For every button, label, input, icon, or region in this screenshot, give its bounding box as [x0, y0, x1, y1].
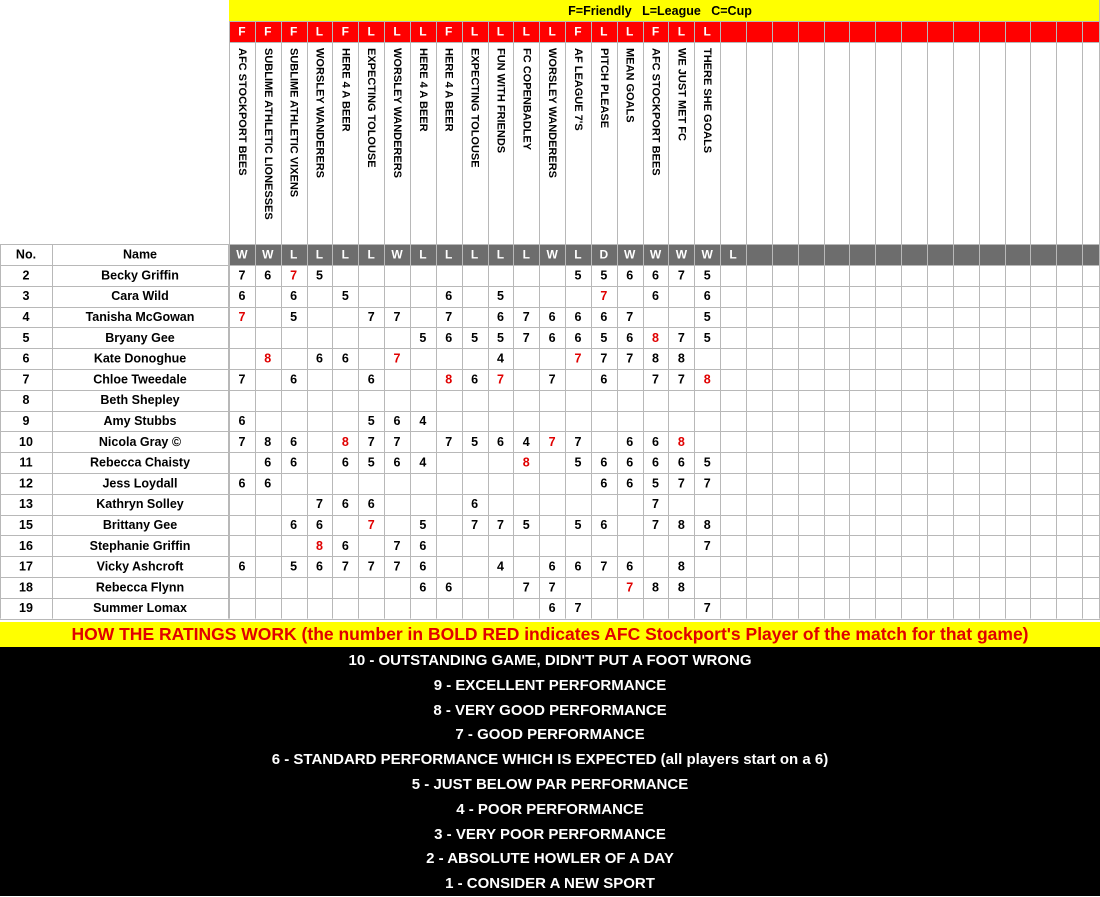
rating-cell: 6 [600, 310, 608, 324]
player-name: Becky Griffin [101, 268, 179, 283]
rating-cell: 7 [626, 310, 634, 324]
match-type-18: L [677, 24, 686, 39]
opponent-8: HERE 4 A BEER [416, 48, 429, 132]
rating-cell: 4 [419, 414, 427, 428]
rating-cell: 6 [238, 289, 246, 304]
rating-cell: 5 [419, 330, 427, 345]
opponent-2: SUBLIME ATHLETIC LIONESSES [261, 48, 274, 220]
scale-line-6: 6 - STANDARD PERFORMANCE WHICH IS EXPECTED (all players start on a 6) [271, 751, 829, 769]
player-number: 8 [22, 393, 30, 408]
opponent-15: PITCH PLEASE [597, 48, 610, 129]
rating-cell: 8 [652, 580, 660, 595]
player-name: Jess Loydall [102, 476, 178, 491]
rating-cell: 6 [600, 372, 608, 387]
opponent-19: THERE SHE GOALS [701, 48, 714, 154]
match-type-16: L [626, 24, 634, 39]
rating-cell: 7 [677, 330, 685, 345]
rating-cell: 6 [471, 372, 479, 387]
opponent-5: HERE 4 A BEER [339, 48, 352, 132]
match-type-13: L [548, 24, 556, 39]
rating-cell: 5 [290, 310, 298, 324]
scale-line-8: 8 - VERY GOOD PERFORMANCE [433, 701, 667, 719]
rating-cell: 5 [290, 559, 298, 574]
rating-cell: 5 [522, 518, 530, 532]
rating-cell: 7 [652, 518, 660, 532]
rating-cell: 6 [290, 518, 298, 532]
scale-line-3: 3 - VERY POOR PERFORMANCE [434, 825, 666, 843]
opponent-6: EXPECTING TOLOUSE [365, 48, 378, 168]
match-type-7: L [393, 24, 401, 39]
potm-rating: 7 [574, 351, 582, 366]
rating-cell: 6 [574, 559, 582, 574]
player-number: 7 [22, 372, 30, 387]
rating-cell: 7 [393, 310, 401, 324]
rating-cell: 6 [626, 434, 634, 449]
opponent-16: MEAN GOALS [623, 48, 636, 123]
ratings-legend [0, 622, 1100, 896]
rating-cell: 5 [419, 518, 427, 532]
rating-cell: 6 [315, 518, 323, 532]
rating-cell: 6 [290, 455, 298, 470]
rating-cell: 7 [445, 310, 453, 324]
result-8: L [419, 247, 427, 262]
opponent-3: SUBLIME ATHLETIC VIXENS [287, 48, 300, 198]
player-number: 10 [19, 434, 33, 449]
how-ratings-work-banner: HOW THE RATINGS WORK (the number in BOLD RED indicates AFC Stockport's Player of the match for that game) [0, 622, 1100, 647]
player-number: 4 [22, 310, 30, 324]
rating-cell: 6 [626, 559, 634, 574]
rating-cell: 6 [600, 455, 608, 470]
rating-cell: 7 [677, 268, 685, 283]
no-column-header: No. [15, 247, 37, 262]
potm-rating: 8 [677, 434, 685, 449]
result-18: W [675, 247, 688, 262]
rating-cell: 6 [419, 580, 427, 595]
scale-line-9: 9 - EXCELLENT PERFORMANCE [433, 676, 667, 694]
opponent-1: AFC STOCKPORT BEES [235, 48, 248, 176]
opponent-4: WORSLEY WANDERERS [313, 48, 326, 178]
player-number: 17 [19, 559, 33, 574]
potm-rating: 7 [290, 268, 298, 283]
rating-cell: 5 [471, 330, 479, 345]
rating-cell: 8 [677, 351, 685, 366]
rating-cell: 7 [315, 497, 323, 512]
match-type-9: F [445, 24, 453, 39]
rating-cell: 6 [703, 289, 711, 304]
potm-rating: 7 [367, 518, 375, 532]
player-name: Chloe Tweedale [93, 372, 187, 387]
rating-cell: 6 [548, 310, 556, 324]
rating-cell: 7 [626, 351, 634, 366]
result-20: L [729, 247, 737, 262]
result-13: W [546, 247, 558, 262]
result-9: L [445, 247, 453, 262]
opponent-7: WORSLEY WANDERERS [391, 48, 404, 178]
rating-cell: 4 [522, 434, 530, 449]
opponent-13: WORSLEY WANDERERS [546, 48, 559, 178]
rating-cell: 7 [238, 434, 246, 449]
rating-cell: 7 [522, 580, 530, 595]
rating-cell: 6 [341, 538, 349, 553]
player-number: 2 [22, 268, 30, 283]
rating-cell: 7 [574, 601, 582, 616]
rating-cell: 6 [315, 559, 323, 574]
rating-cell: 5 [315, 268, 323, 283]
rating-cell: 6 [600, 476, 608, 491]
rating-cell: 6 [393, 455, 401, 470]
potm-rating: 7 [600, 289, 608, 304]
potm-rating: 7 [238, 310, 246, 324]
match-type-5: F [341, 24, 349, 39]
rating-cell: 7 [548, 580, 556, 595]
player-name: Kate Donoghue [93, 351, 187, 366]
potm-rating: 8 [264, 351, 272, 366]
scale-line-5: 5 - JUST BELOW PAR PERFORMANCE [411, 776, 689, 793]
rating-cell: 5 [652, 476, 660, 491]
player-name: Cara Wild [111, 289, 169, 304]
rating-cell: 6 [574, 310, 582, 324]
rating-cell: 6 [264, 455, 272, 470]
rating-cell: 6 [419, 559, 427, 574]
potm-rating: 7 [496, 372, 504, 387]
match-type-2: F [264, 24, 272, 39]
player-number: 6 [22, 351, 30, 366]
rating-cell: 5 [600, 330, 608, 345]
potm-rating: 8 [445, 372, 453, 387]
rating-cell: 7 [367, 434, 375, 449]
result-12: L [522, 247, 530, 262]
rating-cell: 5 [496, 289, 504, 304]
rating-cell: 7 [341, 559, 349, 574]
player-name: Nicola Gray © [98, 434, 182, 449]
rating-cell: 5 [341, 289, 349, 304]
match-type-10: L [470, 24, 479, 39]
rating-cell: 7 [445, 434, 453, 449]
rating-cell: 6 [264, 476, 272, 491]
rating-cell: 5 [703, 268, 711, 283]
rating-cell: 6 [652, 434, 660, 449]
rating-cell: 4 [496, 351, 504, 366]
potm-rating: 8 [703, 372, 711, 387]
rating-cell: 6 [626, 455, 634, 470]
rating-cell: 6 [419, 538, 427, 553]
rating-cell: 6 [445, 289, 453, 304]
rating-cell: 5 [367, 455, 375, 470]
rating-cell: 7 [522, 330, 530, 345]
opponent-9: HERE 4 A BEER [442, 48, 455, 132]
match-type-15: L [600, 24, 608, 39]
rating-cell: 6 [626, 476, 634, 491]
player-name: Brittany Gee [102, 518, 178, 532]
result-10: L [470, 247, 479, 262]
match-type-19: L [703, 24, 711, 39]
match-type-legend: F=Friendly L=League C=Cup [568, 4, 752, 18]
result-14: L [574, 247, 582, 262]
rating-cell: 7 [238, 268, 246, 283]
result-11: L [496, 247, 505, 262]
rating-cell: 7 [393, 538, 401, 553]
match-type-4: L [315, 24, 324, 39]
rating-cell: 4 [419, 455, 427, 470]
player-number: 9 [22, 414, 30, 428]
player-number: 11 [19, 455, 33, 470]
result-2: W [262, 247, 274, 262]
potm-rating: 7 [548, 434, 556, 449]
rating-cell: 6 [652, 289, 660, 304]
player-number: 13 [19, 497, 33, 512]
rating-cell: 7 [677, 476, 685, 491]
rating-cell: 5 [574, 518, 582, 532]
result-7: W [391, 247, 403, 262]
rating-cell: 6 [496, 434, 504, 449]
result-15: D [599, 247, 609, 262]
match-type-12: L [522, 24, 530, 39]
player-number: 19 [19, 601, 33, 616]
rating-cell: 5 [703, 455, 711, 470]
rating-cell: 7 [703, 476, 711, 491]
opponent-11: FUN WITH FRIENDS [494, 48, 507, 154]
rating-cell: 7 [703, 601, 711, 616]
result-4: L [315, 247, 324, 262]
rating-cell: 7 [393, 434, 401, 449]
match-type-3: F [289, 24, 298, 39]
player-name: Beth Shepley [100, 393, 180, 408]
potm-rating: 8 [315, 538, 323, 553]
rating-cell: 8 [264, 434, 272, 449]
rating-cell: 7 [548, 372, 556, 387]
match-type-1: F [238, 24, 246, 39]
result-6: L [367, 247, 375, 262]
player-name: Bryany Gee [105, 330, 175, 345]
scale-line-2: 2 - ABSOLUTE HOWLER OF A DAY [426, 850, 674, 868]
player-name: Rebecca Flynn [95, 580, 185, 595]
rating-cell: 6 [445, 330, 453, 345]
player-name: Summer Lomax [93, 601, 187, 616]
results-bar [229, 244, 1100, 265]
rating-cell: 7 [471, 518, 479, 532]
rating-cell: 6 [548, 601, 556, 616]
rating-cell: 6 [626, 330, 634, 345]
match-type-bar [229, 21, 1100, 42]
rating-cell: 6 [264, 268, 272, 283]
rating-cell: 6 [548, 559, 556, 574]
player-number: 12 [19, 476, 33, 491]
potm-rating: 7 [626, 580, 634, 595]
rating-cell: 6 [315, 351, 323, 366]
scale-line-10: 10 - OUTSTANDING GAME, DIDN'T PUT A FOOT WRONG [348, 652, 752, 669]
rating-cell: 5 [367, 414, 375, 428]
potm-rating: 8 [652, 330, 660, 345]
rating-cell: 6 [290, 289, 298, 304]
player-name: Rebecca Chaisty [89, 455, 191, 470]
result-16: W [624, 247, 636, 262]
rating-cell: 6 [393, 414, 401, 428]
name-column-header: Name [122, 247, 158, 262]
rating-cell: 6 [652, 268, 660, 283]
rating-cell: 7 [238, 372, 246, 387]
rating-cell: 7 [600, 559, 608, 574]
rating-cell: 6 [626, 268, 634, 283]
match-type-14: F [574, 24, 582, 39]
rating-cell: 6 [290, 372, 298, 387]
rating-cell: 7 [496, 518, 504, 532]
rating-cell: 6 [290, 434, 298, 449]
player-number: 5 [22, 330, 30, 345]
result-1: W [236, 247, 248, 262]
rating-cell: 7 [574, 434, 582, 449]
opponent-10: EXPECTING TOLOUSE [468, 48, 481, 168]
rating-cell: 8 [652, 351, 660, 366]
potm-rating: 7 [393, 351, 401, 366]
rating-cell: 6 [677, 455, 685, 470]
player-number: 15 [19, 518, 33, 532]
rating-cell: 8 [703, 518, 711, 532]
rating-cell: 6 [445, 580, 453, 595]
player-name: Vicky Ashcroft [96, 559, 184, 574]
rating-cell: 8 [677, 580, 685, 595]
potm-rating: 8 [341, 434, 349, 449]
player-name: Kathryn Solley [96, 497, 184, 512]
rating-cell: 5 [600, 268, 608, 283]
rating-cell: 6 [548, 330, 556, 345]
rating-cell: 7 [703, 538, 711, 553]
scale-line-4: 4 - POOR PERFORMANCE [456, 800, 644, 818]
player-number: 3 [22, 289, 30, 304]
rating-cell: 7 [367, 559, 375, 574]
player-number: 16 [19, 538, 33, 553]
rating-cell: 7 [522, 310, 530, 324]
rating-cell: 5 [574, 455, 582, 470]
rating-cell: 6 [238, 476, 246, 491]
rating-cell: 6 [341, 497, 349, 512]
rating-cell: 6 [496, 310, 504, 324]
ratings-scale [0, 647, 1100, 896]
result-3: L [289, 247, 298, 262]
opponent-18: WE JUST MET FC [675, 48, 688, 141]
rating-cell: 5 [703, 330, 711, 345]
rating-cell: 5 [496, 330, 504, 345]
rating-cell: 5 [703, 310, 711, 324]
rating-cell: 6 [238, 559, 246, 574]
rating-cell: 7 [677, 372, 685, 387]
rating-cell: 5 [574, 268, 582, 283]
match-type-6: L [367, 24, 375, 39]
scale-line-7: 7 - GOOD PERFORMANCE [455, 726, 645, 744]
player-name: Tanisha McGowan [85, 310, 195, 324]
rating-cell: 6 [574, 330, 582, 345]
match-type-17: F [651, 24, 660, 39]
rating-cell: 8 [677, 518, 685, 532]
rating-cell: 6 [238, 414, 246, 428]
rating-cell: 5 [471, 434, 479, 449]
rating-cell: 6 [341, 455, 349, 470]
opponent-14: AF LEAGUE 7'S [571, 48, 584, 131]
result-17: W [649, 247, 662, 262]
result-5: L [341, 247, 349, 262]
rating-cell: 6 [367, 497, 375, 512]
scale-line-1: 1 - CONSIDER A NEW SPORT [445, 875, 655, 893]
result-19: W [701, 247, 713, 262]
rating-cell: 8 [677, 559, 685, 574]
rating-cell: 7 [652, 497, 660, 512]
rating-cell: 7 [652, 372, 660, 387]
opponent-12: FC COPENBADLEY [520, 48, 533, 151]
rating-cell: 7 [367, 310, 375, 324]
rating-cell: 6 [471, 497, 479, 512]
player-name: Stephanie Griffin [89, 538, 191, 553]
rating-cell: 6 [367, 372, 375, 387]
rating-cell: 7 [600, 351, 608, 366]
rating-cell: 6 [341, 351, 349, 366]
potm-rating: 8 [522, 455, 530, 470]
rating-cell: 4 [496, 559, 504, 574]
player-name: Amy Stubbs [103, 414, 177, 428]
match-type-11: L [496, 24, 505, 39]
rating-cell: 6 [652, 455, 660, 470]
opponent-17: AFC STOCKPORT BEES [649, 48, 662, 176]
match-type-8: L [419, 24, 427, 39]
rating-cell: 6 [600, 518, 608, 532]
player-number: 18 [19, 580, 33, 595]
rating-cell: 7 [393, 559, 401, 574]
